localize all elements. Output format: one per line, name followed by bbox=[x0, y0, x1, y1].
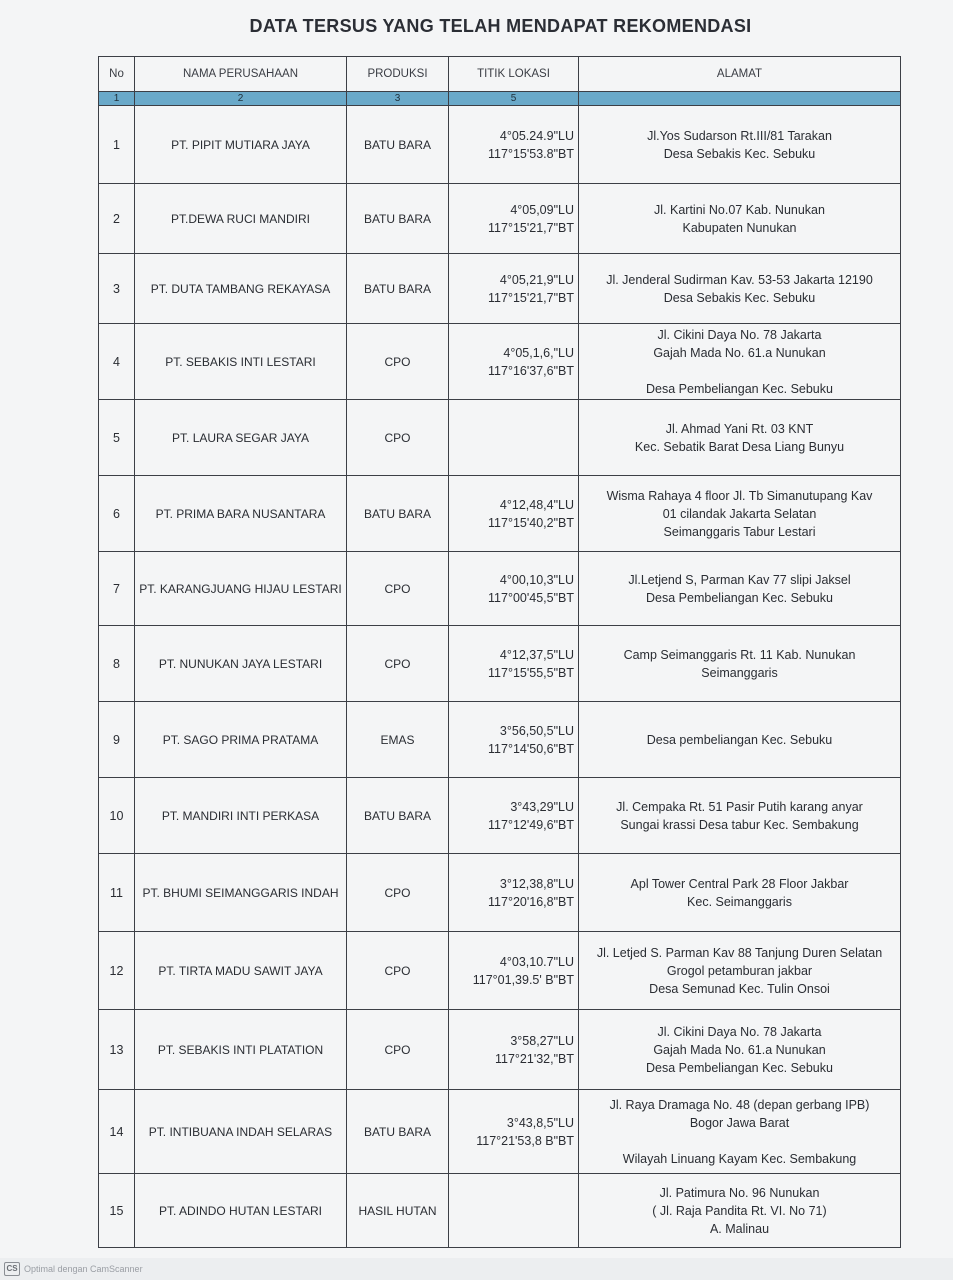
address-line: Grogol petamburan jakbar bbox=[666, 963, 813, 978]
company-address bbox=[579, 854, 901, 932]
table-row bbox=[99, 778, 901, 854]
production-type: CPO bbox=[347, 1010, 449, 1090]
production-type: BATU BARA bbox=[347, 1090, 449, 1174]
location-coordinates bbox=[449, 184, 579, 254]
address-line: Bogor Jawa Barat bbox=[689, 1115, 790, 1130]
address-line: Jl. Jenderal Sudirman Kav. 53-53 Jakarta 12190 bbox=[606, 272, 873, 287]
address-line: Jl. Cempaka Rt. 51 Pasir Putih karang anyar bbox=[616, 799, 863, 814]
address-line: Wisma Rahaya 4 floor Jl. Tb Simanutupang Kav bbox=[606, 488, 873, 503]
col-header-production: PRODUKSI bbox=[347, 57, 449, 92]
company-name: PT. LAURA SEGAR JAYA bbox=[135, 400, 347, 476]
address-line bbox=[583, 362, 896, 380]
location-coordinates bbox=[449, 702, 579, 778]
address-line: A. Malinau bbox=[709, 1221, 770, 1236]
company-name: PT. TIRTA MADU SAWIT JAYA bbox=[135, 932, 347, 1010]
company-address bbox=[579, 324, 901, 400]
coordinate-line: 4°12,37,5"LU bbox=[499, 647, 574, 662]
scanner-footer bbox=[4, 1261, 143, 1277]
address-line: Apl Tower Central Park 28 Floor Jakbar bbox=[630, 876, 849, 891]
location-coordinates bbox=[449, 552, 579, 626]
coordinate-line: 117°21'32,"BT bbox=[494, 1051, 574, 1066]
company-name: PT. MANDIRI INTI PERKASA bbox=[135, 778, 347, 854]
camscanner-logo-icon: CS bbox=[4, 1262, 20, 1276]
table-row bbox=[99, 626, 901, 702]
address-line: Jl.Yos Sudarson Rt.III/81 Tarakan bbox=[647, 128, 832, 143]
row-number: 7 bbox=[99, 552, 135, 626]
table-row bbox=[99, 1010, 901, 1090]
coordinate-line: 117°15'40,2"BT bbox=[488, 515, 574, 530]
company-address bbox=[579, 184, 901, 254]
row-number: 2 bbox=[99, 184, 135, 254]
row-number: 5 bbox=[99, 400, 135, 476]
company-name: PT. PIPIT MUTIARA JAYA bbox=[135, 106, 347, 184]
address-line: Desa Sebakis Kec. Sebuku bbox=[663, 290, 816, 305]
coordinate-line: 117°20'16,8"BT bbox=[488, 894, 574, 909]
production-type: BATU BARA bbox=[347, 254, 449, 324]
company-address bbox=[579, 476, 901, 552]
company-name: PT. SAGO PRIMA PRATAMA bbox=[135, 702, 347, 778]
production-type: CPO bbox=[347, 932, 449, 1010]
address-line: Desa Semunad Kec. Tulin Onsoi bbox=[649, 981, 830, 996]
row-number: 15 bbox=[99, 1174, 135, 1248]
production-type: BATU BARA bbox=[347, 476, 449, 552]
address-line bbox=[583, 1132, 896, 1150]
address-line: Camp Seimanggaris Rt. 11 Kab. Nunukan bbox=[623, 647, 856, 662]
address-line: Gajah Mada No. 61.a Nunukan bbox=[653, 345, 826, 360]
company-name: PT. PRIMA BARA NUSANTARA bbox=[135, 476, 347, 552]
coordinate-line: 4°00,10,3"LU bbox=[499, 572, 574, 587]
table-body bbox=[99, 106, 901, 1248]
address-line: Seimanggaris Tabur Lestari bbox=[663, 524, 816, 539]
coordinate-line: 117°00'45,5"BT bbox=[488, 590, 574, 605]
column-number-row bbox=[99, 92, 901, 106]
address-line: Jl. Patimura No. 96 Nunukan bbox=[659, 1185, 820, 1200]
table-row bbox=[99, 1090, 901, 1174]
coordinate-line: 117°01,39.5' B"BT bbox=[472, 972, 574, 987]
production-type: BATU BARA bbox=[347, 106, 449, 184]
document-title: DATA TERSUS YANG TELAH MENDAPAT REKOMENDASI bbox=[249, 16, 752, 36]
company-name: PT. NUNUKAN JAYA LESTARI bbox=[135, 626, 347, 702]
col-header-address: ALAMAT bbox=[579, 57, 901, 92]
coordinate-line: 117°14'50,6"BT bbox=[488, 741, 574, 756]
row-number: 8 bbox=[99, 626, 135, 702]
table-row bbox=[99, 702, 901, 778]
company-address bbox=[579, 1174, 901, 1248]
table-row bbox=[99, 552, 901, 626]
address-line: Desa Sebakis Kec. Sebuku bbox=[663, 146, 816, 161]
coordinate-line: 117°15'53.8"BT bbox=[488, 146, 574, 161]
address-line: Seimanggaris bbox=[701, 665, 778, 680]
row-number: 9 bbox=[99, 702, 135, 778]
company-name: PT.DEWA RUCI MANDIRI bbox=[135, 184, 347, 254]
company-address bbox=[579, 106, 901, 184]
coordinate-line: 4°05,09"LU bbox=[510, 202, 574, 217]
address-line: Wilayah Linuang Kayam Kec. Sembakung bbox=[622, 1151, 857, 1166]
coordinate-line: 4°05,21,9"LU bbox=[499, 272, 574, 287]
company-name: PT. SEBAKIS INTI PLATATION bbox=[135, 1010, 347, 1090]
location-coordinates bbox=[449, 254, 579, 324]
location-coordinates bbox=[449, 106, 579, 184]
col-number: 3 bbox=[347, 92, 449, 106]
address-line: Jl. Kartini No.07 Kab. Nunukan bbox=[654, 202, 825, 217]
row-number: 10 bbox=[99, 778, 135, 854]
location-coordinates bbox=[449, 626, 579, 702]
address-line: Jl. Ahmad Yani Rt. 03 KNT bbox=[665, 421, 814, 436]
scanner-watermark-text: Optimal dengan CamScanner bbox=[24, 1264, 143, 1274]
address-line: Jl. Cikini Daya No. 78 Jakarta bbox=[657, 1024, 822, 1039]
table-row bbox=[99, 106, 901, 184]
production-type: BATU BARA bbox=[347, 184, 449, 254]
row-number: 13 bbox=[99, 1010, 135, 1090]
company-address bbox=[579, 254, 901, 324]
row-number: 11 bbox=[99, 854, 135, 932]
address-line: Desa Pembeliangan Kec. Sebuku bbox=[646, 590, 833, 605]
coordinate-line: 3°58,27"LU bbox=[510, 1033, 574, 1048]
address-line: Kec. Seimanggaris bbox=[687, 894, 792, 909]
location-coordinates bbox=[449, 854, 579, 932]
col-number: 1 bbox=[99, 92, 135, 106]
address-line: Kec. Sebatik Barat Desa Liang Bunyu bbox=[634, 439, 845, 454]
recommendation-table bbox=[98, 56, 901, 1248]
production-type: CPO bbox=[347, 400, 449, 476]
location-coordinates bbox=[449, 476, 579, 552]
table-row bbox=[99, 400, 901, 476]
coordinate-line: 117°15'21,7"BT bbox=[488, 220, 574, 235]
coordinate-line: 4°05,1,6,"LU bbox=[503, 345, 574, 360]
address-line: ( Jl. Raja Pandita Rt. VI. No 71) bbox=[652, 1203, 827, 1218]
coordinate-line: 3°43,29"LU bbox=[510, 799, 574, 814]
address-line: Desa Pembeliangan Kec. Sebuku bbox=[646, 381, 833, 396]
company-name: PT. ADINDO HUTAN LESTARI bbox=[135, 1174, 347, 1248]
company-name: PT. SEBAKIS INTI LESTARI bbox=[135, 324, 347, 400]
coordinate-line: 117°21'53,8 B"BT bbox=[476, 1133, 574, 1148]
address-line: Gajah Mada No. 61.a Nunukan bbox=[653, 1042, 826, 1057]
address-line: Desa Pembeliangan Kec. Sebuku bbox=[646, 1060, 833, 1075]
col-header-no: No bbox=[99, 57, 135, 92]
company-name: PT. INTIBUANA INDAH SELARAS bbox=[135, 1090, 347, 1174]
company-address bbox=[579, 1010, 901, 1090]
table-row bbox=[99, 184, 901, 254]
coordinate-line: 3°12,38,8"LU bbox=[499, 876, 574, 891]
location-coordinates bbox=[449, 1010, 579, 1090]
location-coordinates bbox=[449, 324, 579, 400]
address-line: Jl. Cikini Daya No. 78 Jakarta bbox=[657, 327, 822, 342]
production-type: CPO bbox=[347, 552, 449, 626]
col-header-location: TITIK LOKASI bbox=[449, 57, 579, 92]
location-coordinates bbox=[449, 1174, 579, 1248]
coordinate-line: 4°03,10.7"LU bbox=[499, 954, 574, 969]
row-number: 14 bbox=[99, 1090, 135, 1174]
table-row bbox=[99, 324, 901, 400]
address-line: Kabupaten Nunukan bbox=[682, 220, 797, 235]
row-number: 4 bbox=[99, 324, 135, 400]
table-row bbox=[99, 1174, 901, 1248]
table-row bbox=[99, 476, 901, 552]
company-address bbox=[579, 778, 901, 854]
company-address bbox=[579, 932, 901, 1010]
col-header-name: NAMA PERUSAHAAN bbox=[135, 57, 347, 92]
coordinate-line: 117°15'21,7"BT bbox=[488, 290, 574, 305]
coordinate-line: 117°16'37,6"BT bbox=[488, 363, 574, 378]
location-coordinates bbox=[449, 778, 579, 854]
production-type: HASIL HUTAN bbox=[347, 1174, 449, 1248]
coordinate-line: 3°56,50,5"LU bbox=[499, 723, 574, 738]
company-name: PT. DUTA TAMBANG REKAYASA bbox=[135, 254, 347, 324]
row-number: 3 bbox=[99, 254, 135, 324]
coordinate-line: 3°43,8,5"LU bbox=[506, 1115, 574, 1130]
address-line: Sungai krassi Desa tabur Kec. Sembakung bbox=[620, 817, 859, 832]
address-line: Jl.Letjend S, Parman Kav 77 slipi Jaksel bbox=[628, 572, 851, 587]
table-row bbox=[99, 854, 901, 932]
location-coordinates bbox=[449, 1090, 579, 1174]
row-number: 1 bbox=[99, 106, 135, 184]
company-name: PT. BHUMI SEIMANGGARIS INDAH bbox=[135, 854, 347, 932]
company-address bbox=[579, 400, 901, 476]
coordinate-line: 117°12'49,6"BT bbox=[488, 817, 574, 832]
company-address bbox=[579, 626, 901, 702]
address-line: Jl. Raya Dramaga No. 48 (depan gerbang IPB) bbox=[609, 1097, 870, 1112]
address-line: Jl. Letjed S. Parman Kav 88 Tanjung Duren Selatan bbox=[596, 945, 883, 960]
production-type: EMAS bbox=[347, 702, 449, 778]
table-row bbox=[99, 932, 901, 1010]
col-number: 2 bbox=[135, 92, 347, 106]
company-name: PT. KARANGJUANG HIJAU LESTARI bbox=[135, 552, 347, 626]
coordinate-line: 117°15'55,5"BT bbox=[488, 665, 574, 680]
production-type: CPO bbox=[347, 854, 449, 932]
row-number: 12 bbox=[99, 932, 135, 1010]
header-row bbox=[99, 57, 901, 92]
production-type: CPO bbox=[347, 324, 449, 400]
address-line: 01 cilandak Jakarta Selatan bbox=[662, 506, 817, 521]
company-address bbox=[579, 552, 901, 626]
coordinate-line: 4°05.24.9"LU bbox=[499, 128, 574, 143]
address-line: Desa pembeliangan Kec. Sebuku bbox=[646, 732, 833, 747]
location-coordinates bbox=[449, 932, 579, 1010]
production-type: CPO bbox=[347, 626, 449, 702]
table-row bbox=[99, 254, 901, 324]
row-number: 6 bbox=[99, 476, 135, 552]
company-address bbox=[579, 702, 901, 778]
company-address bbox=[579, 1090, 901, 1174]
production-type: BATU BARA bbox=[347, 778, 449, 854]
col-number: 5 bbox=[449, 92, 579, 106]
location-coordinates bbox=[449, 400, 579, 476]
col-number bbox=[579, 92, 901, 106]
coordinate-line: 4°12,48,4"LU bbox=[499, 497, 574, 512]
